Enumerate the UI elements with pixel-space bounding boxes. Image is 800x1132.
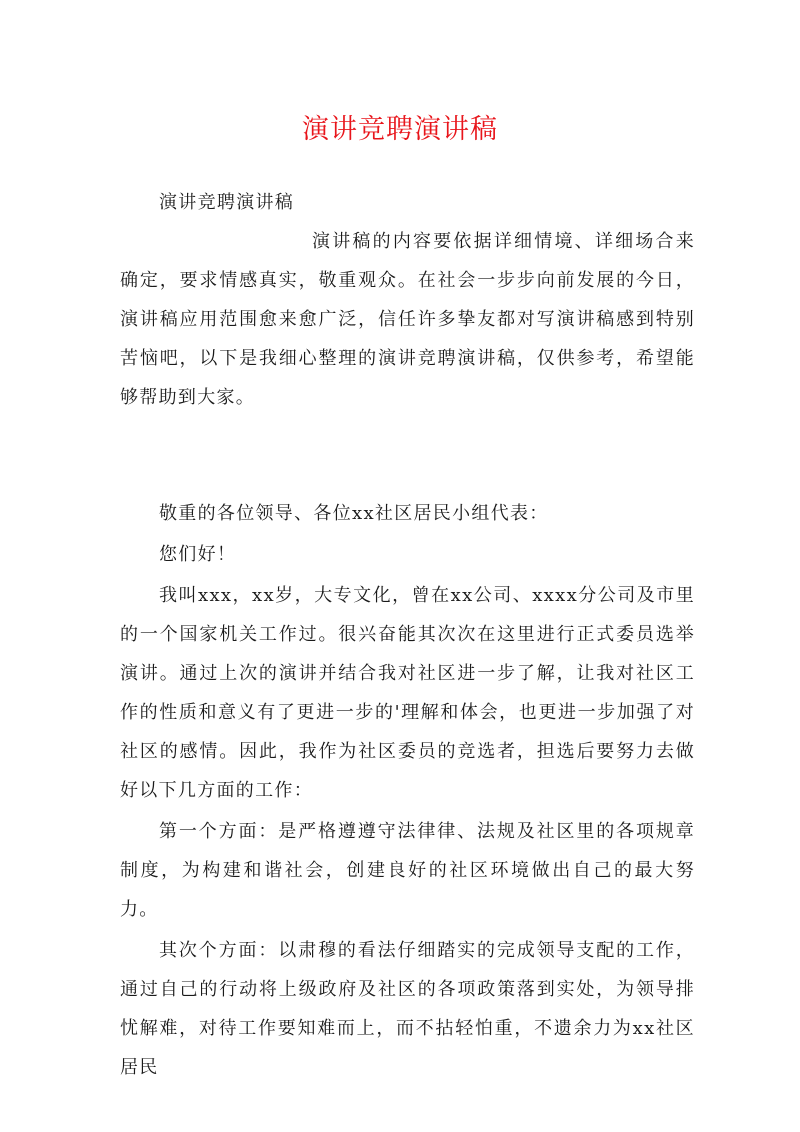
second-aspect-paragraph: 其次个方面：以肃穆的看法仔细踏实的完成领导支配的工作，通过自己的行动将上级政府及社区的各项政策落到实处，为领导排忧解难，对待工作要知难而上，而不拈轻怕重，不遗余力为xx社区居民 (120, 940, 695, 1078)
greeting-paragraph: 您们好！ (159, 544, 237, 565)
salutation-paragraph: 敬重的各位领导、各位xx社区居民小组代表： (159, 503, 549, 524)
document-body (120, 184, 695, 1087)
intro-paragraph: 演讲稿的内容要依据详细情境、详细场合来确定，要求情感真实，敬重观众。在社会一步步向前发展的今日，演讲稿应用范围愈来愈广泛，信任许多挚友都对写演讲稿感到特别苦恼吧，以下是我细心整理的演讲竞聘演讲稿，仅供参考，希望能够帮助到大家。 (120, 231, 695, 408)
first-aspect-paragraph: 第一个方面：是严格遵遵守法律律、法规及社区里的各项规章制度，为构建和谐社会，创建良好的社区环境做出自己的最大努力。 (120, 821, 695, 920)
document-title: 演讲竞聘演讲稿 (302, 114, 498, 145)
document-subtitle: 演讲竞聘演讲稿 (159, 192, 295, 213)
self-introduction-paragraph: 我叫xxx，xx岁，大专文化，曾在xx公司、xxxx分公司及市里的一个国家机关工作过。很兴奋能其次次在这里进行正式委员选举演讲。通过上次的演讲并结合我对社区进一步了解，让我对社区工作的性质和意义有了更进一步的'理解和体会，也更进一步加强了对社区的感情。因此，我作为社区委员的竞选者，担选后要努力去做好以下几方面的工作： (120, 585, 695, 801)
paragraph-spacer (120, 417, 695, 494)
